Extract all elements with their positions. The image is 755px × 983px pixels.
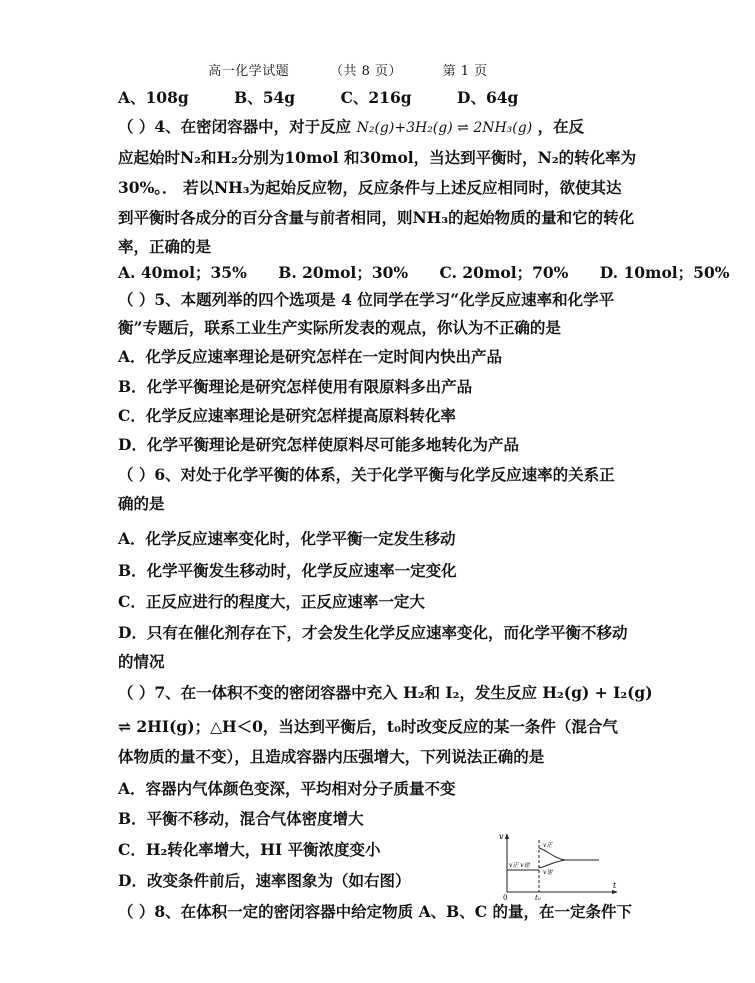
- q6-option-a: A．化学反应速率变化时，化学平衡一定发生移动: [118, 529, 456, 548]
- graph-v-before-label: v正 v逆: [509, 862, 530, 869]
- graph-v-reverse-label: v逆: [543, 869, 553, 876]
- q5-option-c: C．化学反应速率理论是研究怎样提高原料转化率: [118, 406, 456, 425]
- q4-option-a: A. 40mol；35%: [118, 263, 247, 282]
- graph-t0-label: t₀: [535, 894, 541, 902]
- q8-line-1: （ ）8、在体积一定的密闭容器中给定物质 A、B、C 的量，在一定条件下: [118, 902, 632, 921]
- q4-line-3: 30%。． 若以NH₃为起始反应物，反应条件与上述反应相同时，欲使其达: [118, 178, 622, 197]
- q5-option-a: A．化学反应速率理论是研究怎样在一定时间内快出产品: [118, 347, 503, 366]
- q3-option-b: B、54g: [234, 88, 296, 107]
- q3-option-d: D、64g: [457, 88, 519, 107]
- graph-x-label: t: [613, 881, 617, 890]
- q7-line-3: 体物质的量不变），且造成容器内压强增大，下列说法正确的是: [118, 747, 545, 766]
- q4-line-1: [118, 117, 648, 138]
- q4-equation: N₂(g)+3H₂(g) ⇌ 2NH₃(g): [356, 120, 533, 136]
- q7-option-a: A．容器内气体颜色变深，平均相对分子质量不变: [118, 779, 456, 798]
- q4-line-4: 到平衡时各成分的百分含量与前者相同，则NH₃的起始物质的量和它的转化: [118, 208, 635, 227]
- q4-prefix: （ ）4、在密闭容器中，对于反应: [118, 117, 352, 136]
- graph-v-reverse-curve: [539, 860, 565, 868]
- q4-options: [118, 263, 730, 283]
- q6-option-d-tail: 的情况: [118, 652, 165, 671]
- graph-y-arrow: [505, 833, 509, 839]
- q3-option-a: A、108g: [118, 88, 189, 107]
- q7-option-c: C．H₂转化率增大，HI 平衡浓度变小: [118, 840, 381, 859]
- header-page-number: 第 1 页: [442, 64, 488, 79]
- q7-option-d: D．改变条件前后，速率图象为（如右图）: [118, 871, 411, 890]
- q5-option-d: D．化学平衡理论是研究怎样使原料尽可能多地转化为产品: [118, 435, 519, 454]
- q7-line-1: （ ）7、在一体积不变的密闭容器中充入 H₂和 I₂，发生反应 H₂(g) + I₂(g): [118, 683, 653, 702]
- q4-option-c: C. 20mol；70%: [439, 263, 569, 282]
- q6-option-c: C．正反应进行的程度大，正反应速率一定大: [118, 592, 425, 611]
- q6-option-b: B．化学平衡发生移动时，化学反应速率一定变化: [118, 561, 457, 580]
- page-header: [0, 60, 696, 79]
- graph-v-forward-label: v正: [543, 842, 553, 849]
- graph-y-label: v: [499, 832, 504, 841]
- graph-v-forward-curve: [539, 848, 599, 860]
- rate-time-graph: [495, 830, 630, 900]
- header-title: 高一化学试题: [208, 64, 290, 79]
- q4-line-2: 应起始时N₂和H₂分别为10mol 和30mol，当达到平衡时，N₂的转化率为: [118, 148, 637, 167]
- q5-line-2: 衡”专题后，联系工业生产实际所发表的观点，你认为不正确的是: [118, 318, 561, 337]
- q7-line-2: ⇌ 2HI(g)；△H＜0，当达到平衡后，t₀时改变反应的某一条件（混合气: [118, 717, 618, 736]
- q5-option-b: B．化学平衡理论是研究怎样使用有限原料多出产品: [118, 377, 473, 396]
- header-total-pages: （共 8 页）: [329, 64, 402, 79]
- q6-option-d: D．只有在催化剂存在下，才会发生化学反应速率变化，而化学平衡不移动: [118, 623, 628, 642]
- q4-line-5: 率，正确的是: [118, 237, 212, 256]
- q4-line1-tail: ，在反: [537, 117, 585, 136]
- q3-options: [118, 88, 648, 108]
- q5-line-1: （ ）5、本题列举的四个选项是 4 位同学在学习“化学反应速率和化学平: [118, 290, 615, 309]
- q4-option-b: B. 20mol；30%: [278, 263, 409, 282]
- q3-option-c: C、216g: [340, 88, 412, 107]
- graph-x-arrow: [612, 890, 618, 894]
- q4-option-d: D. 10mol；50%: [599, 263, 730, 282]
- graph-origin-label: 0: [503, 894, 508, 902]
- q7-option-b: B．平衡不移动，混合气体密度增大: [118, 809, 364, 828]
- q6-line-2: 确的是: [118, 494, 165, 513]
- q6-line-1: （ ）6、对处于化学平衡的体系，关于化学平衡与化学反应速率的关系正: [118, 465, 615, 484]
